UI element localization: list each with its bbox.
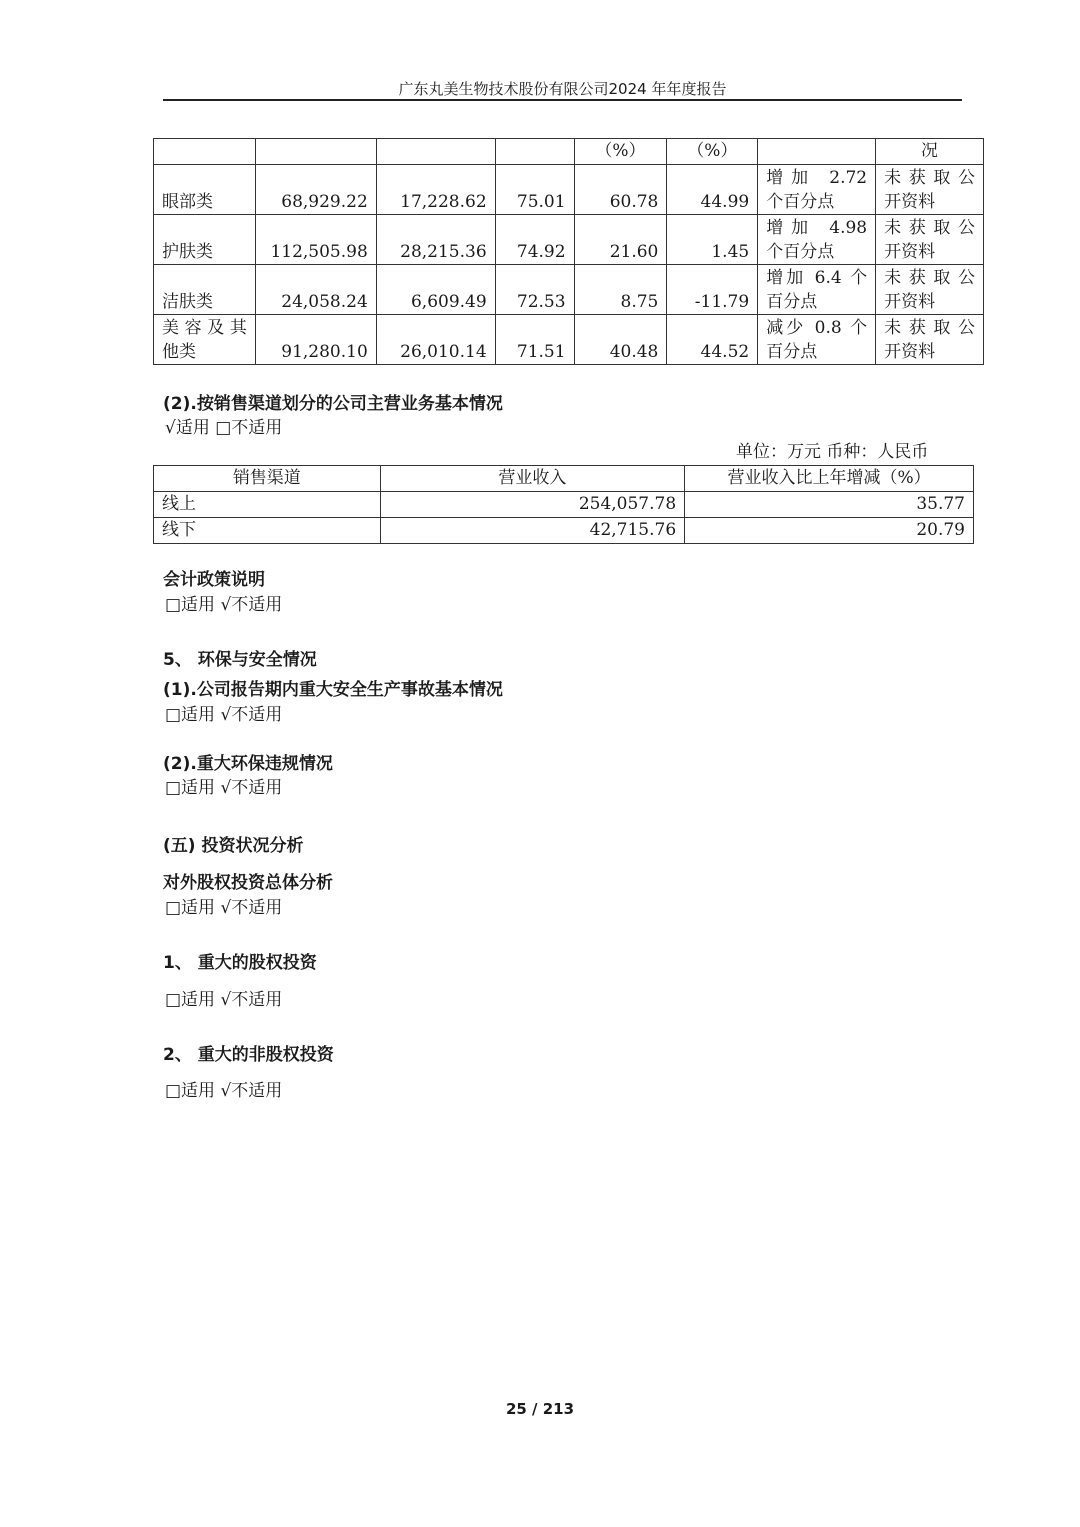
change-line: 百分点 xyxy=(766,292,818,312)
accounting-title: 会计政策说明 xyxy=(163,570,265,590)
change-line: 增加 6.4 个 xyxy=(766,268,868,288)
cell: 44.99 xyxy=(667,165,758,215)
change-cell xyxy=(758,265,876,315)
change-cell xyxy=(758,165,876,215)
header-cell: （%） xyxy=(667,139,758,165)
table-row xyxy=(154,518,974,544)
cell: 71.51 xyxy=(495,315,574,365)
channel-name: 线下 xyxy=(154,518,381,544)
cell: 6,609.49 xyxy=(376,265,495,315)
header-cell xyxy=(376,139,495,165)
cell: 21.60 xyxy=(574,215,667,265)
page-number: 25 / 213 xyxy=(505,1400,575,1418)
note-cell xyxy=(876,265,984,315)
cell: 26,010.14 xyxy=(376,315,495,365)
category-name-line: 他类 xyxy=(162,342,196,362)
cell: 112,505.98 xyxy=(255,215,376,265)
cell: 68,929.22 xyxy=(255,165,376,215)
note-cell xyxy=(876,315,984,365)
accounting-applicability: □适用 √不适用 xyxy=(165,595,283,615)
investment-section-title: (五) 投资状况分析 xyxy=(163,836,304,856)
header-cell: 销售渠道 xyxy=(154,466,381,492)
cell: -11.79 xyxy=(667,265,758,315)
category-name: 眼部类 xyxy=(154,165,256,215)
table-row xyxy=(154,165,984,215)
revenue-cell: 254,057.78 xyxy=(380,492,685,518)
category-name-line: 美容及其 xyxy=(162,318,247,338)
cell: 60.78 xyxy=(574,165,667,215)
cell: 28,215.36 xyxy=(376,215,495,265)
change-line: 增加 4.98 xyxy=(766,218,868,238)
header-cell: 况 xyxy=(876,139,984,165)
header-cell xyxy=(154,139,256,165)
note-cell xyxy=(876,165,984,215)
cell: 44.52 xyxy=(667,315,758,365)
cell: 91,280.10 xyxy=(255,315,376,365)
env-violation-subtitle: (2).重大环保违规情况 xyxy=(163,754,333,774)
table-row xyxy=(154,492,974,518)
header-cell: （%） xyxy=(574,139,667,165)
equity-overall-applicability: □适用 √不适用 xyxy=(165,898,283,918)
cell: 8.75 xyxy=(574,265,667,315)
category-name: 护肤类 xyxy=(154,215,256,265)
cell: 17,228.62 xyxy=(376,165,495,215)
note-line: 开资料 xyxy=(884,242,936,262)
category-name xyxy=(154,315,256,365)
major-non-equity-title: 2、 重大的非股权投资 xyxy=(163,1045,334,1065)
safety-applicability: □适用 √不适用 xyxy=(165,705,283,725)
cell: 75.01 xyxy=(495,165,574,215)
note-line: 开资料 xyxy=(884,292,936,312)
header-cell xyxy=(255,139,376,165)
channel-applicability: √适用 □不适用 xyxy=(165,418,283,438)
sales-channel-table xyxy=(153,465,974,544)
cell: 74.92 xyxy=(495,215,574,265)
env-section-title: 5、 环保与安全情况 xyxy=(163,650,317,670)
major-equity-applicability: □适用 √不适用 xyxy=(165,990,283,1010)
table-row xyxy=(154,215,984,265)
cell: 24,058.24 xyxy=(255,265,376,315)
report-header: 广东丸美生物技术股份有限公司2024 年年度报告 xyxy=(398,80,727,98)
category-name: 洁肤类 xyxy=(154,265,256,315)
channel-name: 线上 xyxy=(154,492,381,518)
change-line: 增加 2.72 xyxy=(766,168,868,188)
table-row xyxy=(154,315,984,365)
change-line: 百分点 xyxy=(766,342,818,362)
equity-overall-title: 对外股权投资总体分析 xyxy=(163,873,333,893)
env-violation-applicability: □适用 √不适用 xyxy=(165,778,283,798)
change-cell: 20.79 xyxy=(685,518,974,544)
note-line: 开资料 xyxy=(884,342,936,362)
change-cell: 35.77 xyxy=(685,492,974,518)
unit-label: 单位：万元 币种：人民币 xyxy=(736,442,929,462)
note-line: 未获取公 xyxy=(884,268,975,288)
header-cell: 营业收入 xyxy=(380,466,685,492)
cell: 40.48 xyxy=(574,315,667,365)
cell: 1.45 xyxy=(667,215,758,265)
change-line: 减少 0.8 个 xyxy=(766,318,868,338)
change-line: 个百分点 xyxy=(766,242,835,262)
note-line: 未获取公 xyxy=(884,168,975,188)
table-row xyxy=(154,265,984,315)
header-divider xyxy=(163,99,962,101)
note-line: 未获取公 xyxy=(884,218,975,238)
note-line: 开资料 xyxy=(884,192,936,212)
product-category-table xyxy=(153,138,984,365)
revenue-cell: 42,715.76 xyxy=(380,518,685,544)
cell: 72.53 xyxy=(495,265,574,315)
table-header-row xyxy=(154,466,974,492)
major-non-equity-applicability: □适用 √不适用 xyxy=(165,1081,283,1101)
header-cell: 营业收入比上年增减（%） xyxy=(685,466,974,492)
major-equity-title: 1、 重大的股权投资 xyxy=(163,953,317,973)
note-line: 未获取公 xyxy=(884,318,975,338)
change-cell xyxy=(758,315,876,365)
channel-section-title: (2).按销售渠道划分的公司主营业务基本情况 xyxy=(163,394,503,414)
table-header-row xyxy=(154,139,984,165)
note-cell xyxy=(876,215,984,265)
header-cell xyxy=(495,139,574,165)
change-cell xyxy=(758,215,876,265)
safety-subtitle: (1).公司报告期内重大安全生产事故基本情况 xyxy=(163,680,503,700)
header-cell xyxy=(758,139,876,165)
change-line: 个百分点 xyxy=(766,192,835,212)
